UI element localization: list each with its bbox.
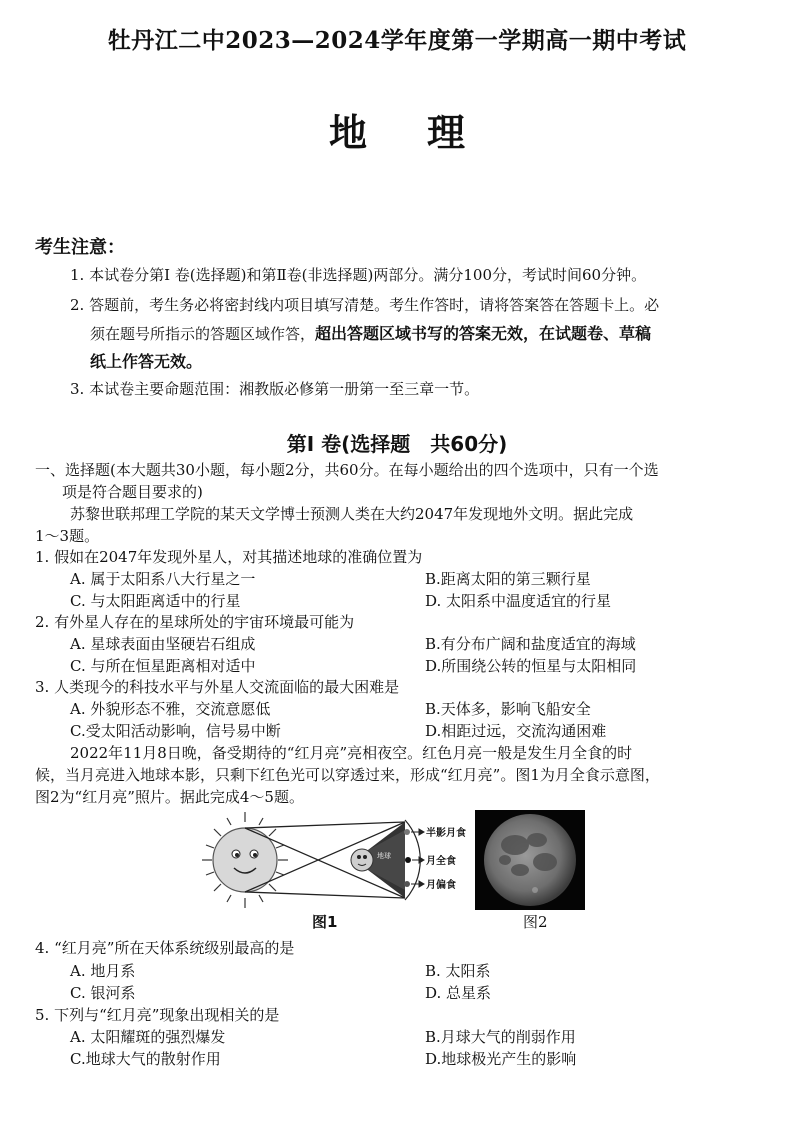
question-5-stem: 5. 下列与“红月亮”现象出现相关的是 xyxy=(35,1006,280,1024)
passage-1-line-2: 1～3题。 xyxy=(35,527,100,545)
question-4-stem: 4. “红月亮”所在天体系统级别最高的是 xyxy=(35,939,295,957)
label-penumbral-eclipse: 半影月食 xyxy=(426,828,466,839)
question-5-option-c: C.地球大气的散射作用 xyxy=(70,1050,221,1068)
section-instruction-line-1: 一、选择题(本大题共30小题，每小题2分，共60分。在每小题给出的四个选项中，只有一个选 xyxy=(35,461,659,479)
notice-item-2-normal: 须在题号所指示的答题区域作答， xyxy=(90,325,316,343)
moon-marker-partial xyxy=(404,881,410,887)
notice-heading: 考生注意： xyxy=(35,237,125,258)
section-title: 第Ⅰ 卷(选择题 共60分) xyxy=(286,432,508,456)
passage-2-line-2: 候，当月亮进入地球本影，只剩下红色光可以穿透过来，形成“红月亮”。图1为月全食示意图， xyxy=(35,766,660,784)
notice-item-2-line-2 xyxy=(90,321,651,344)
question-3-option-a: A. 外貌形态不雅，交流意愿低 xyxy=(70,700,271,718)
question-4-option-b: B. 太阳系 xyxy=(425,962,491,980)
figure-1-caption: 图1 xyxy=(312,913,338,931)
question-2-option-a: A. 星球表面由坚硬岩石组成 xyxy=(70,635,256,653)
passage-1-line-1: 苏黎世联邦理工学院的某天文学博士预测人类在大约2047年发现地外文明。据此完成 xyxy=(70,505,634,523)
question-1-option-d: D. 太阳系中温度适宜的行星 xyxy=(425,592,612,610)
question-5-option-a: A. 太阳耀斑的强烈爆发 xyxy=(70,1028,226,1046)
earth-label: 地球 xyxy=(377,852,391,860)
question-3-option-c: C.受太阳活动影响，信号易中断 xyxy=(70,722,281,740)
figure-2-caption: 图2 xyxy=(523,913,548,931)
question-1-option-c: C. 与太阳距离适中的行星 xyxy=(70,592,241,610)
red-moon-photo xyxy=(475,810,585,910)
question-3-stem: 3. 人类现今的科技水平与外星人交流面临的最大困难是 xyxy=(35,678,400,696)
question-2-option-d: D.所围绕公转的恒星与太阳相同 xyxy=(425,657,637,675)
label-partial-eclipse: 月偏食 xyxy=(426,880,456,891)
question-4-option-a: A. 地月系 xyxy=(70,962,136,980)
question-5-option-d: D.地球极光产生的影响 xyxy=(425,1050,577,1068)
question-2-option-c: C. 与所在恒星距离相对适中 xyxy=(70,657,256,675)
moon-marker-penumbral xyxy=(404,829,410,835)
notice-item-2-line-1: 2. 答题前，考生务必将密封线内项目填写清楚。考生作答时，请将答案答在答题卡上。必 xyxy=(70,296,660,314)
moon-marker-total xyxy=(405,857,411,863)
question-3-option-b: B.天体多，影响飞船安全 xyxy=(425,700,591,718)
notice-item-3: 3. 本试卷主要命题范围：湘教版必修第一册第一至三章一节。 xyxy=(70,380,480,398)
passage-2-line-3: 图2为“红月亮”照片。据此完成4～5题。 xyxy=(35,788,304,806)
notice-item-1: 1. 本试卷分第Ⅰ 卷(选择题)和第Ⅱ卷(非选择题)两部分。满分100分，考试时间60分钟。 xyxy=(70,266,647,284)
question-5-option-b: B.月球大气的削弱作用 xyxy=(425,1028,576,1046)
passage-2-line-1: 2022年11月8日晚，备受期待的“红月亮”亮相夜空。红色月亮一般是发生月全食的时 xyxy=(70,744,633,762)
question-4-option-c: C. 银河系 xyxy=(70,984,136,1002)
notice-item-2-line-3: 纸上作答无效。 xyxy=(90,352,203,371)
question-1-option-a: A. 属于太阳系八大行星之一 xyxy=(70,570,256,588)
question-2-stem: 2. 有外星人存在的星球所处的宇宙环境最可能为 xyxy=(35,613,355,631)
question-4-option-d: D. 总星系 xyxy=(425,984,492,1002)
question-1-stem: 1. 假如在2047年发现外星人，对其描述地球的准确位置为 xyxy=(35,548,423,566)
question-3-option-d: D.相距过远，交流沟通困难 xyxy=(425,722,607,740)
exam-title: 牡丹江二中2023—2024学年度第一学期高一期中考试 xyxy=(107,27,687,54)
question-2-option-b: B.有分布广阔和盐度适宜的海域 xyxy=(425,635,636,653)
earth-icon xyxy=(351,849,373,871)
section-instruction-line-2: 项是符合题目要求的) xyxy=(62,483,203,501)
lunar-eclipse-diagram xyxy=(200,810,470,910)
question-1-option-b: B.距离太阳的第三颗行星 xyxy=(425,570,591,588)
subject-title: 地理 xyxy=(328,110,525,155)
notice-item-2-bold: 超出答题区域书写的答案无效，在试题卷、草稿 xyxy=(315,324,652,343)
label-total-eclipse: 月全食 xyxy=(426,856,456,867)
